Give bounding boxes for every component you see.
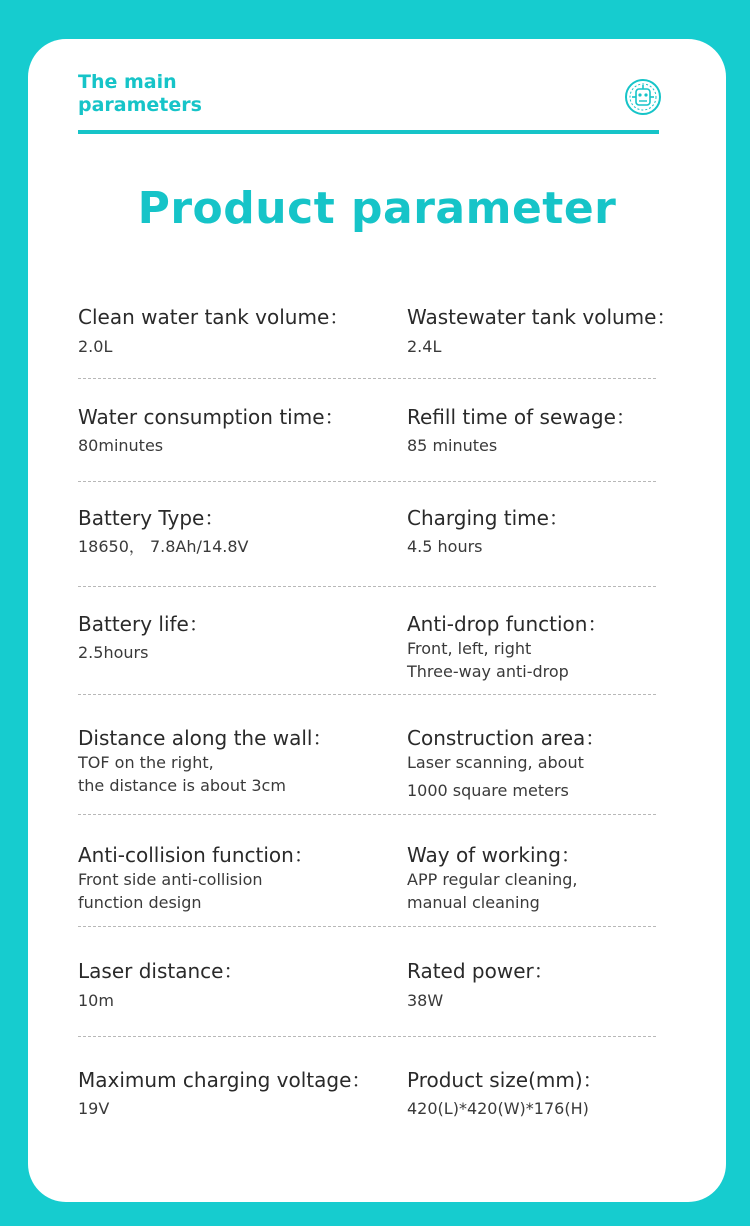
row-divider xyxy=(78,694,656,695)
param-label: Anti-collision function： xyxy=(78,843,314,867)
param-cell xyxy=(407,304,687,358)
header-title-line1: The main xyxy=(78,71,177,93)
param-cell xyxy=(78,1067,398,1120)
param-label: Laser distance： xyxy=(78,959,244,983)
row-divider xyxy=(78,586,656,587)
row-divider xyxy=(78,1036,656,1037)
param-label: Refill time of sewage： xyxy=(407,405,636,429)
parameter-card xyxy=(28,39,726,1202)
param-cell xyxy=(407,725,687,802)
param-value: the distance is about 3cm xyxy=(78,776,286,795)
param-label: Rated power： xyxy=(407,959,554,983)
param-label: Construction area： xyxy=(407,726,606,750)
param-cell xyxy=(78,505,398,558)
param-value: Three-way anti-drop xyxy=(407,662,569,681)
param-value: function design xyxy=(78,893,202,912)
param-value: 2.0L xyxy=(78,337,113,356)
robot-cleaner-logo-icon xyxy=(623,77,663,117)
param-cell xyxy=(78,404,398,457)
header-title xyxy=(78,71,202,117)
row-divider xyxy=(78,481,656,482)
row-divider xyxy=(78,814,656,815)
param-label: Charging time： xyxy=(407,506,569,530)
param-label: Maximum charging voltage： xyxy=(78,1068,372,1092)
param-label: Anti-drop function： xyxy=(407,612,608,636)
param-label: Way of working： xyxy=(407,843,581,867)
param-value: Front side anti-collision xyxy=(78,870,263,889)
page-title: Product parameter xyxy=(137,183,617,234)
param-value: 80minutes xyxy=(78,436,164,455)
param-cell xyxy=(407,1067,687,1120)
param-cell xyxy=(407,505,687,558)
param-value: Front, left, right xyxy=(407,639,532,658)
param-value: Laser scanning, about xyxy=(407,753,584,772)
param-value: 38W xyxy=(407,991,444,1010)
param-cell xyxy=(407,958,687,1012)
param-value: 18650， 7.8Ah/14.8V xyxy=(78,537,249,556)
param-value: 1000 square meters xyxy=(407,781,569,800)
param-cell xyxy=(78,725,398,797)
param-label: Wastewater tank volume： xyxy=(407,305,677,329)
param-value: 2.5hours xyxy=(78,643,149,662)
param-label: Battery Type： xyxy=(78,506,225,530)
param-cell xyxy=(407,611,687,683)
param-value: APP regular cleaning, xyxy=(407,870,578,889)
header-rule xyxy=(78,130,659,134)
param-label: Clean water tank volume： xyxy=(78,305,350,329)
param-value: manual cleaning xyxy=(407,893,540,912)
param-cell xyxy=(407,842,687,914)
param-value: TOF on the right, xyxy=(78,753,214,772)
param-cell xyxy=(78,611,398,664)
param-label: Product size(mm)： xyxy=(407,1068,603,1092)
param-label: Battery life： xyxy=(78,612,209,636)
param-value: 10m xyxy=(78,991,114,1010)
param-value: 19V xyxy=(78,1099,110,1118)
param-label: Distance along the wall： xyxy=(78,726,333,750)
param-cell xyxy=(78,842,398,914)
param-cell xyxy=(407,404,687,457)
param-label: Water consumption time： xyxy=(78,405,345,429)
param-cell xyxy=(78,958,398,1012)
param-cell xyxy=(78,304,398,358)
param-value: 4.5 hours xyxy=(407,537,483,556)
row-divider xyxy=(78,926,656,927)
param-value: 2.4L xyxy=(407,337,442,356)
row-divider xyxy=(78,378,656,379)
param-value: 420(L)*420(W)*176(H) xyxy=(407,1099,589,1118)
header-title-line2: parameters xyxy=(78,94,202,116)
param-value: 85 minutes xyxy=(407,436,498,455)
